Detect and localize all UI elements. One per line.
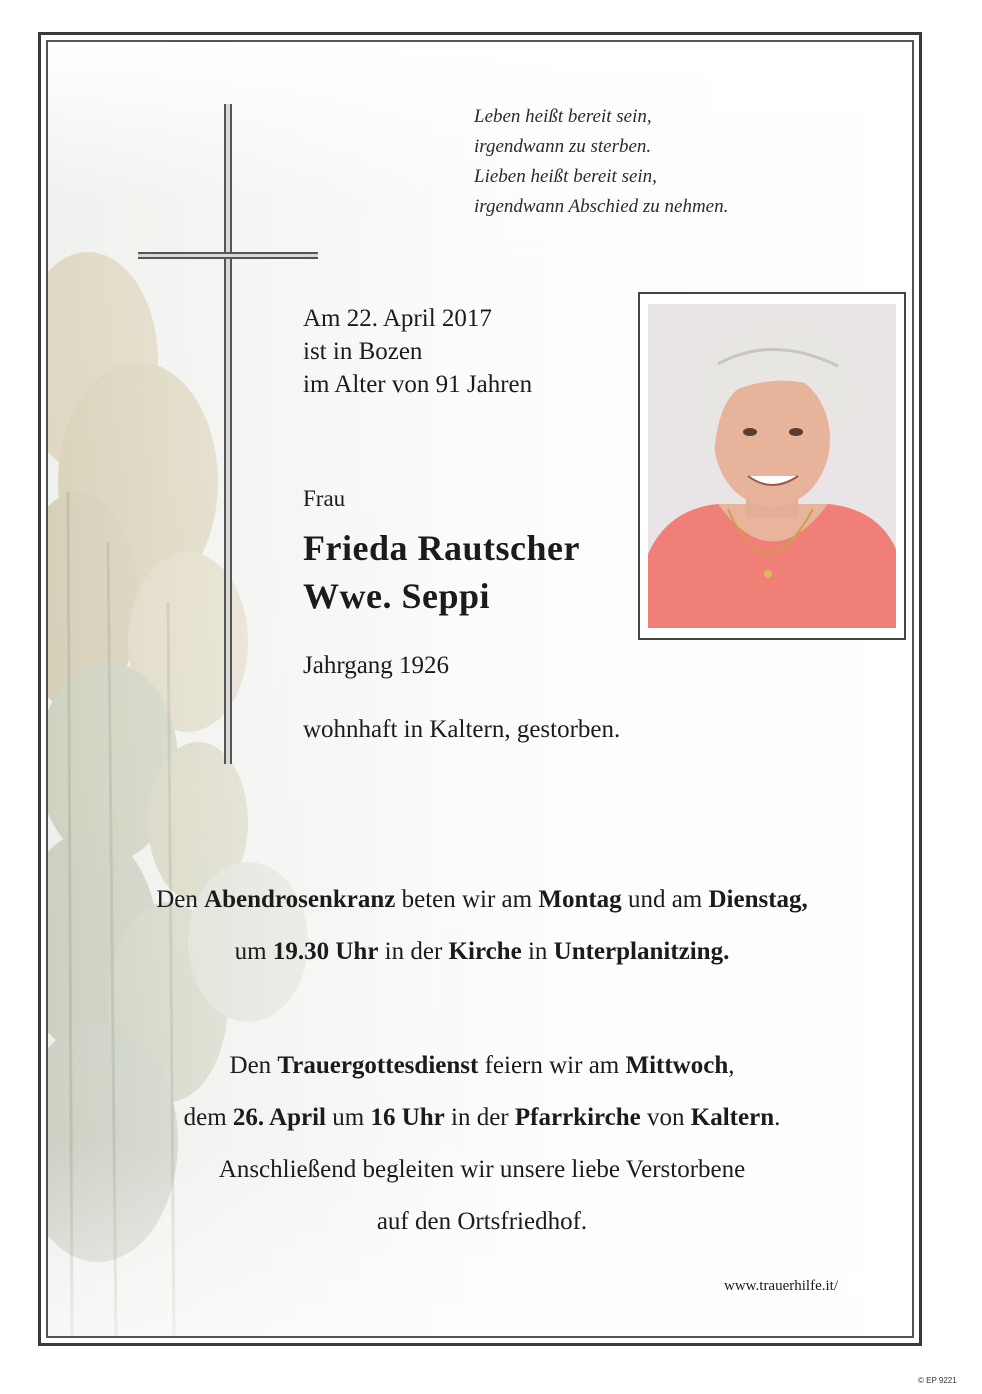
name-line: Wwe. Seppi — [303, 576, 491, 616]
notice-text: um — [326, 1104, 371, 1131]
emphasis-text: 16 Uhr — [370, 1104, 445, 1131]
emphasis-text: Kirche — [448, 938, 522, 965]
notice-text: in der — [378, 938, 449, 965]
emphasis-text: 19.30 Uhr — [272, 938, 379, 965]
rosary-notice — [48, 874, 914, 978]
birth-year: Jahrgang 1926 — [303, 652, 450, 679]
emphasis-text: Mittwoch — [625, 1052, 729, 1079]
intro-line: im Alter von 91 Jahren — [303, 371, 533, 398]
notice-text: . — [774, 1104, 781, 1131]
funeral-line — [48, 1040, 914, 1092]
emphasis-text: Trauergottesdienst — [277, 1052, 479, 1079]
emphasis-text: Montag — [538, 886, 622, 913]
funeral-notice — [48, 1040, 914, 1248]
emphasis-text: Dienstag, — [708, 886, 808, 913]
cross-horizontal-bar — [138, 252, 318, 259]
rosary-line — [48, 926, 914, 978]
website-link[interactable]: www.trauerhilfe.it/ — [724, 1278, 838, 1294]
salutation: Frau — [303, 486, 346, 511]
cross-vertical-bar — [224, 104, 232, 764]
funeral-line: Anschließend begleiten wir unsere liebe Verstorbene — [218, 1156, 746, 1183]
rosary-line — [48, 874, 914, 926]
intro-line: Am 22. April 2017 — [303, 305, 492, 332]
emphasis-text: Abendrosenkranz — [204, 886, 396, 913]
notice-text: in der — [444, 1104, 515, 1131]
emphasis-text: Pfarrkirche — [514, 1104, 641, 1131]
notice-text: um — [234, 938, 273, 965]
verse-line: Leben heißt bereit sein, — [474, 106, 652, 127]
funeral-line — [48, 1092, 914, 1144]
memorial-verse — [474, 102, 874, 222]
verse-line: irgendwann Abschied zu nehmen. — [474, 196, 729, 217]
notice-text: , — [728, 1052, 735, 1079]
notice-text: Den — [156, 886, 205, 913]
verse-line: Lieben heißt bereit sein, — [474, 166, 657, 187]
notice-text: von — [640, 1104, 691, 1131]
notice-text: beten wir am — [395, 886, 539, 913]
print-code: © EP 9221 — [918, 1376, 957, 1385]
redaction-mask — [848, 1274, 900, 1296]
name-line: Frieda Rautscher — [303, 528, 580, 568]
funeral-line: auf den Ortsfriedhof. — [376, 1208, 588, 1235]
notice-text: dem — [183, 1104, 233, 1131]
emphasis-text: Unterplanitzing. — [553, 938, 730, 965]
notice-text: in — [521, 938, 554, 965]
deceased-name — [303, 524, 580, 620]
residence: wohnhaft in Kaltern, gestorben. — [303, 716, 621, 743]
notice-text: und am — [621, 886, 709, 913]
notice-text: Den — [229, 1052, 278, 1079]
portrait-photo — [638, 292, 906, 640]
inner-frame — [46, 40, 914, 1338]
verse-line: irgendwann zu sterben. — [474, 136, 652, 157]
emphasis-text: 26. April — [232, 1104, 326, 1131]
death-announcement — [303, 302, 532, 401]
portrait-illustration — [648, 304, 896, 628]
notice-text: feiern wir am — [478, 1052, 626, 1079]
emphasis-text: Kaltern — [690, 1104, 775, 1131]
intro-line: ist in Bozen — [303, 338, 423, 365]
